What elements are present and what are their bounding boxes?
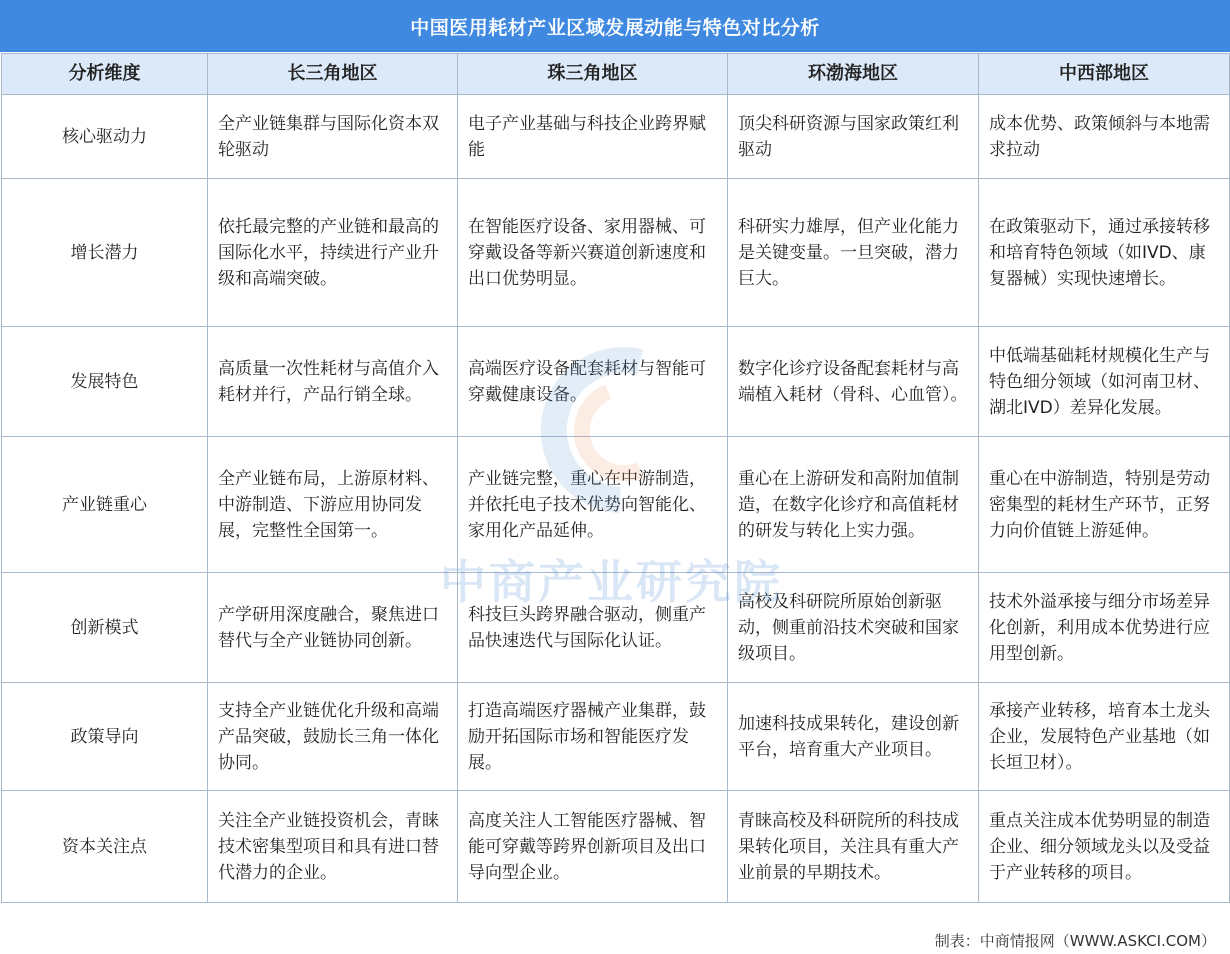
table-cell: 数字化诊疗设备配套耗材与高端植入耗材（骨科、心血管）。: [728, 327, 979, 437]
row-dimension: 政策导向: [2, 683, 208, 791]
row-dimension: 资本关注点: [2, 791, 208, 903]
table-cell: 技术外溢承接与细分市场差异化创新，利用成本优势进行应用型创新。: [979, 573, 1230, 683]
table-cell: 打造高端医疗器械产业集群，鼓励开拓国际市场和智能医疗发展。: [458, 683, 728, 791]
table-cell: 依托最完整的产业链和最高的国际化水平，持续进行产业升级和高端突破。: [208, 179, 458, 327]
table-cell: 全产业链集群与国际化资本双轮驱动: [208, 95, 458, 179]
table-cell: 电子产业基础与科技企业跨界赋能: [458, 95, 728, 179]
watermark-text: 中商产业研究院: [440, 555, 783, 609]
table-row: [2, 179, 1230, 327]
header-bohai-rim: 环渤海地区: [728, 54, 979, 95]
table-cell: 在政策驱动下，通过承接转移和培育特色领域（如IVD、康复器械）实现快速增长。: [979, 179, 1230, 327]
source-note: 制表：中商情报网（WWW.ASKCI.COM）: [934, 932, 1216, 950]
table-cell: 产业链完整，重心在中游制造，并依托电子技术优势向智能化、家用化产品延伸。: [458, 437, 728, 573]
table-cell: 重心在中游制造，特别是劳动密集型的耗材生产环节，正努力向价值链上游延伸。: [979, 437, 1230, 573]
row-dimension: 发展特色: [2, 327, 208, 437]
header-dimension: 分析维度: [2, 54, 208, 95]
row-dimension: 创新模式: [2, 573, 208, 683]
table-row: [2, 437, 1230, 573]
table-row: [2, 327, 1230, 437]
header-pearl-delta: 珠三角地区: [458, 54, 728, 95]
table-cell: 高度关注人工智能医疗器械、智能可穿戴等跨界创新项目及出口导向型企业。: [458, 791, 728, 903]
table-cell: 在智能医疗设备、家用器械、可穿戴设备等新兴赛道创新速度和出口优势明显。: [458, 179, 728, 327]
table-cell: 顶尖科研资源与国家政策红利驱动: [728, 95, 979, 179]
table-cell: 高校及科研院所原始创新驱动，侧重前沿技术突破和国家级项目。: [728, 573, 979, 683]
table-row: [2, 573, 1230, 683]
table-cell: 承接产业转移，培育本土龙头企业，发展特色产业基地（如长垣卫材）。: [979, 683, 1230, 791]
table-cell: 加速科技成果转化，建设创新平台，培育重大产业项目。: [728, 683, 979, 791]
table-title: 中国医用耗材产业区域发展动能与特色对比分析: [0, 0, 1230, 52]
table-cell: 高端医疗设备配套耗材与智能可穿戴健康设备。: [458, 327, 728, 437]
header-row: [2, 54, 1230, 95]
table-row: [2, 683, 1230, 791]
table-cell: 青睐高校及科研院所的科技成果转化项目，关注具有重大产业前景的早期技术。: [728, 791, 979, 903]
table-row: [2, 95, 1230, 179]
row-dimension: 增长潜力: [2, 179, 208, 327]
table-cell: 产学研用深度融合，聚焦进口替代与全产业链协同创新。: [208, 573, 458, 683]
row-dimension: 核心驱动力: [2, 95, 208, 179]
table-cell: 重心在上游研发和高附加值制造，在数字化诊疗和高值耗材的研发与转化上实力强。: [728, 437, 979, 573]
table-cell: 高质量一次性耗材与高值介入耗材并行，产品行销全球。: [208, 327, 458, 437]
row-dimension: 产业链重心: [2, 437, 208, 573]
table-cell: 中低端基础耗材规模化生产与特色细分领域（如河南卫材、湖北IVD）差异化发展。: [979, 327, 1230, 437]
table-cell: 支持全产业链优化升级和高端产品突破，鼓励长三角一体化协同。: [208, 683, 458, 791]
header-central-west: 中西部地区: [979, 54, 1230, 95]
table-cell: 成本优势、政策倾斜与本地需求拉动: [979, 95, 1230, 179]
table-cell: 科研实力雄厚，但产业化能力是关键变量。一旦突破，潜力巨大。: [728, 179, 979, 327]
header-yangtze-delta: 长三角地区: [208, 54, 458, 95]
comparison-table: [1, 53, 1230, 903]
table-cell: 科技巨头跨界融合驱动，侧重产品快速迭代与国际化认证。: [458, 573, 728, 683]
table-cell: 全产业链布局，上游原材料、中游制造、下游应用协同发展，完整性全国第一。: [208, 437, 458, 573]
table-cell: 重点关注成本优势明显的制造企业、细分领域龙头以及受益于产业转移的项目。: [979, 791, 1230, 903]
table-cell: 关注全产业链投资机会，青睐技术密集型项目和具有进口替代潜力的企业。: [208, 791, 458, 903]
table-row: [2, 791, 1230, 903]
